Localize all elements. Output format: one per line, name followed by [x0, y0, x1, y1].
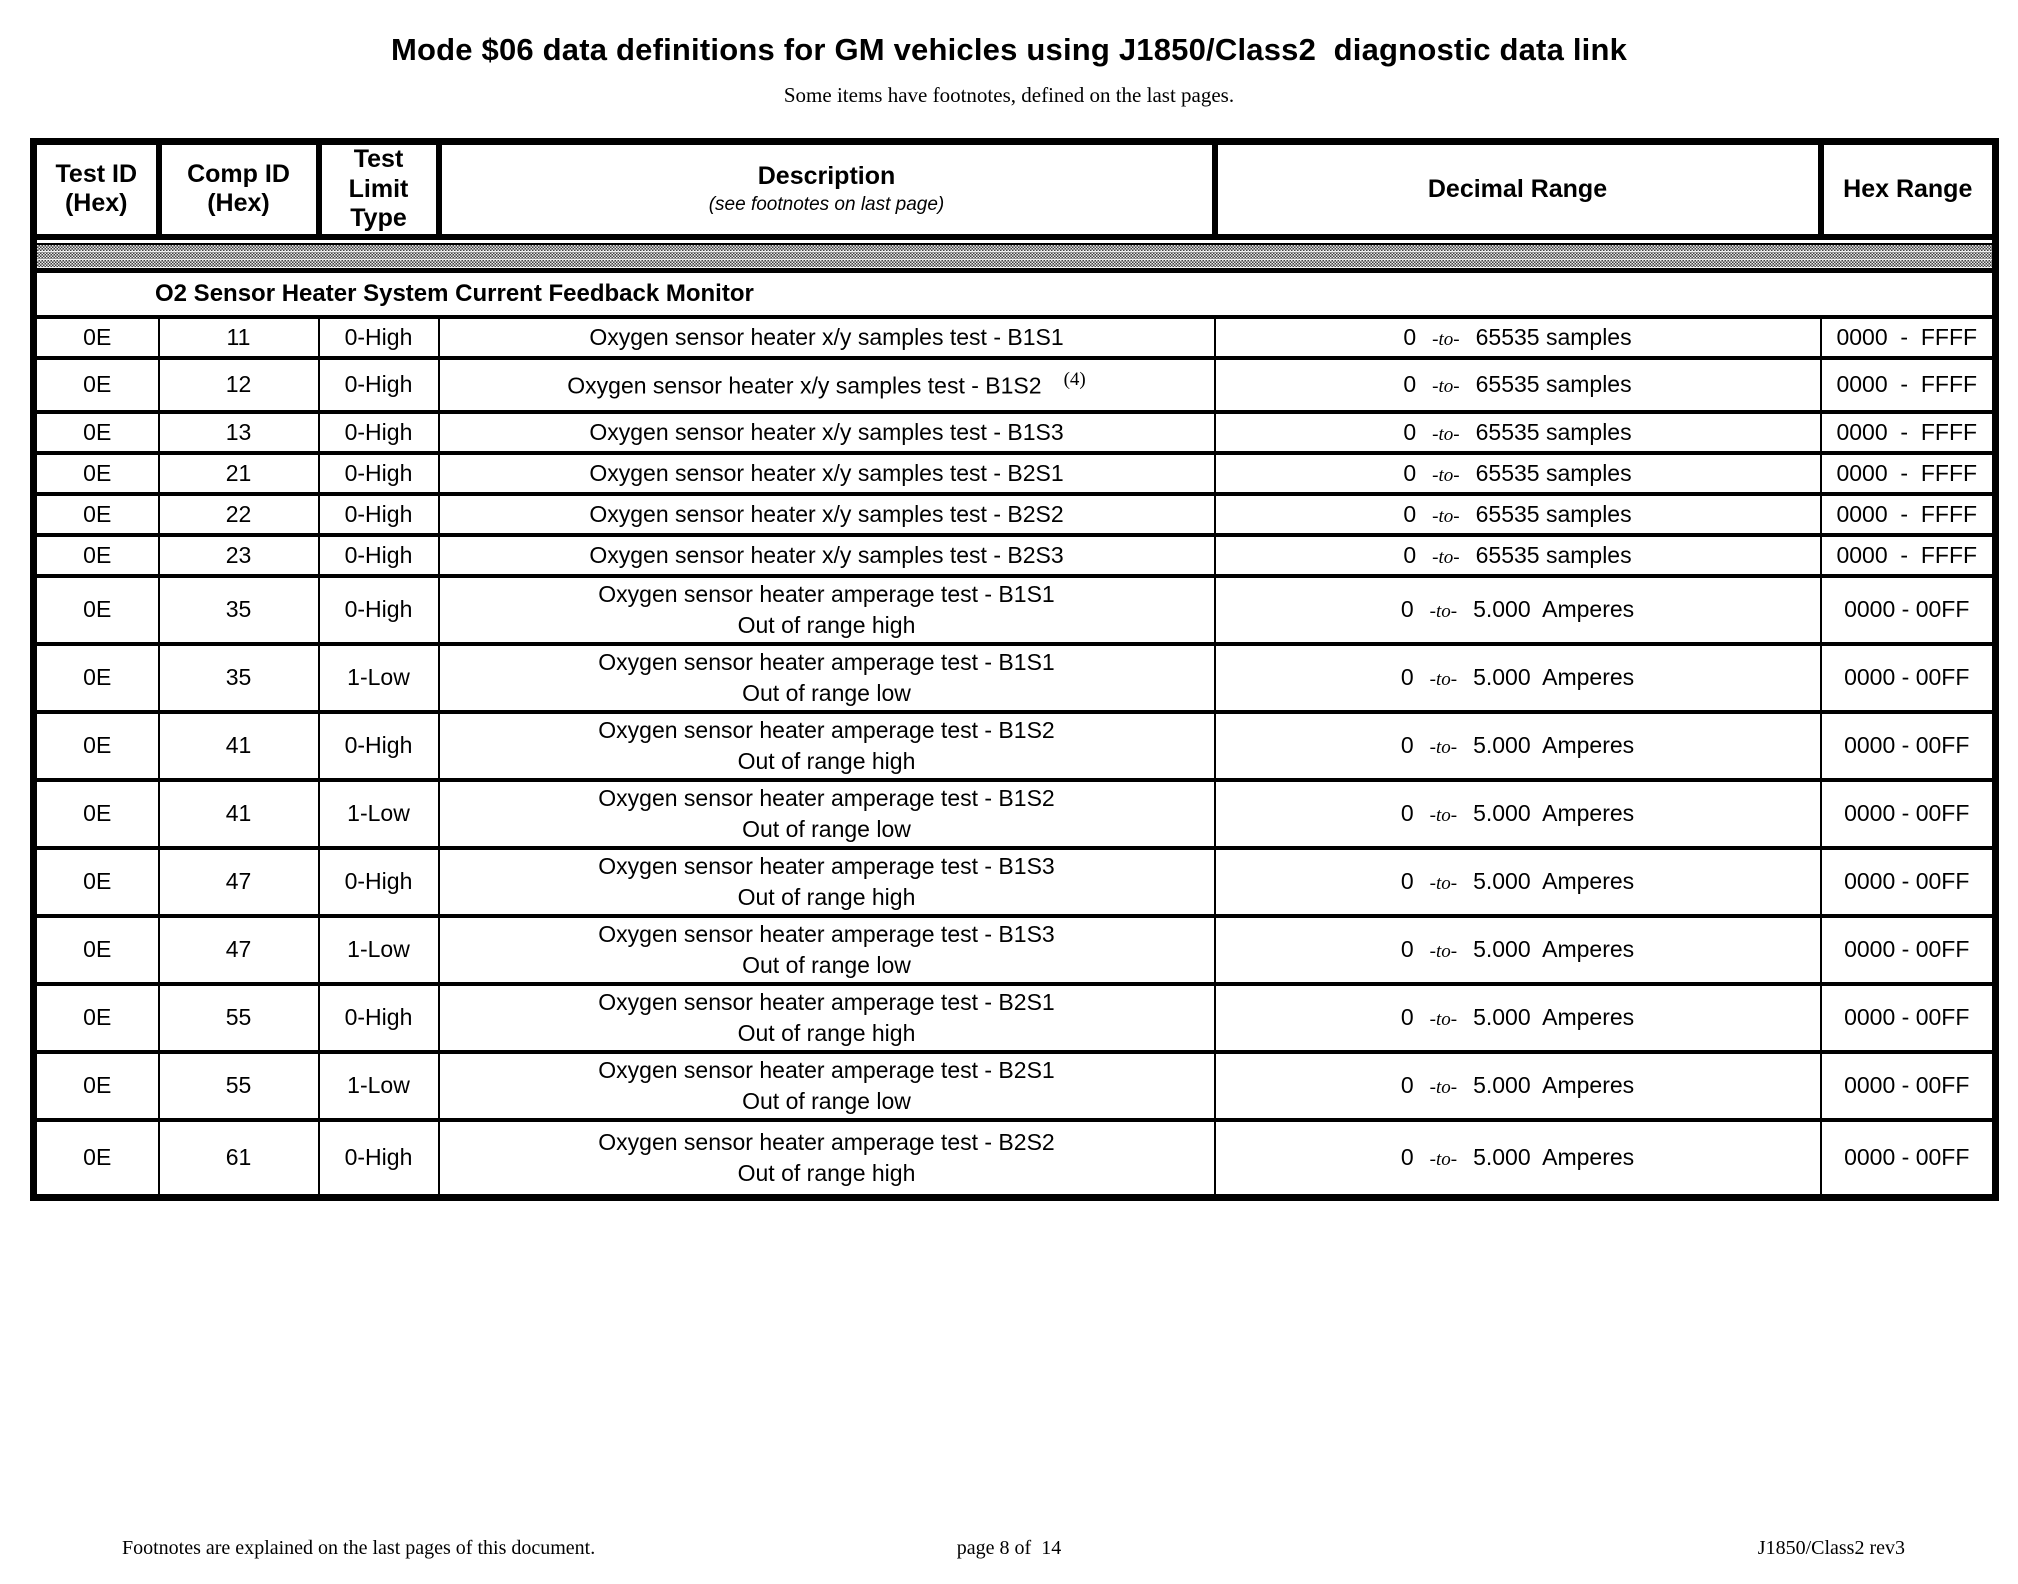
description-text-line2: Out of range high — [737, 1159, 916, 1186]
cell-description — [439, 1120, 1215, 1198]
footer-footnotes-note: Footnotes are explained on the last pages of this document. — [122, 1537, 596, 1559]
cell-hex-range: 0000 - 00FF — [1821, 1052, 1996, 1120]
decimal-min: 0 — [1400, 732, 1414, 758]
cell-decimal-range — [1215, 644, 1821, 712]
cell-hex-range: 0000 - 00FF — [1821, 916, 1996, 984]
column-header-test-id — [34, 142, 159, 237]
table-row — [34, 1120, 1996, 1198]
column-header-description — [439, 142, 1215, 237]
table-row — [34, 453, 1996, 494]
description-text-line2: Out of range low — [742, 679, 911, 706]
cell-comp-id: 12 — [159, 358, 319, 412]
cell-limit-type: 0-High — [319, 412, 439, 453]
decimal-min: 0 — [1403, 459, 1417, 486]
column-header-label: Type — [350, 204, 407, 232]
description-text: Oxygen sensor heater x/y samples test - B2S3 — [589, 541, 1064, 568]
decimal-value: 5.000 Amperes — [1473, 732, 1635, 758]
cell-hex-range: 0000 - FFFF — [1821, 358, 1996, 412]
to-separator: -to- — [1432, 546, 1460, 568]
cell-comp-id: 35 — [159, 576, 319, 644]
description-text: Oxygen sensor heater amperage test - B1S1 — [598, 581, 1055, 608]
decimal-value: 65535 samples — [1475, 323, 1632, 350]
decimal-value: 5.000 Amperes — [1473, 1072, 1635, 1098]
to-separator: -to- — [1429, 1009, 1458, 1030]
cell-test-id: 0E — [34, 535, 159, 576]
to-separator: -to- — [1432, 423, 1460, 445]
column-header-label: Decimal Range — [1427, 174, 1608, 203]
description-text: Oxygen sensor heater amperage test - B1S2 — [598, 785, 1055, 812]
decimal-min: 0 — [1403, 541, 1417, 568]
cell-test-id: 0E — [34, 576, 159, 644]
cell-comp-id: 35 — [159, 644, 319, 712]
column-header-label: Test — [353, 145, 404, 173]
table-row — [34, 848, 1996, 916]
cell-decimal-range — [1215, 916, 1821, 984]
description-text: Oxygen sensor heater amperage test - B2S2 — [598, 1129, 1055, 1156]
cell-decimal-range — [1215, 984, 1821, 1052]
cell-description — [439, 317, 1215, 358]
hatched-separator — [34, 237, 1996, 271]
cell-test-id: 0E — [34, 1120, 159, 1198]
cell-limit-type: 0-High — [319, 848, 439, 916]
cell-description — [439, 984, 1215, 1052]
decimal-min: 0 — [1403, 323, 1417, 350]
description-text: Oxygen sensor heater amperage test - B1S3 — [598, 921, 1055, 948]
to-separator: -to- — [1432, 505, 1460, 527]
to-separator: -to- — [1429, 1077, 1458, 1098]
description-text: Oxygen sensor heater amperage test - B2S1 — [598, 1057, 1055, 1084]
cell-hex-range: 0000 - 00FF — [1821, 712, 1996, 780]
table-row — [34, 984, 1996, 1052]
cell-description — [439, 494, 1215, 535]
decimal-value: 65535 samples — [1475, 418, 1632, 445]
cell-decimal-range — [1215, 535, 1821, 576]
cell-test-id: 0E — [34, 644, 159, 712]
cell-comp-id: 47 — [159, 916, 319, 984]
description-text-line2: Out of range high — [737, 747, 916, 774]
column-header-note: (see footnotes on last page) — [708, 194, 945, 216]
to-separator: -to- — [1429, 805, 1458, 826]
decimal-value: 5.000 Amperes — [1473, 664, 1635, 690]
description-text: Oxygen sensor heater amperage test - B1S1 — [598, 649, 1055, 676]
cell-decimal-range — [1215, 453, 1821, 494]
cell-decimal-range — [1215, 576, 1821, 644]
description-text: Oxygen sensor heater amperage test - B1S2 — [598, 717, 1055, 744]
cell-limit-type: 0-High — [319, 317, 439, 358]
cell-comp-id: 22 — [159, 494, 319, 535]
to-separator: -to- — [1429, 601, 1458, 622]
cell-test-id: 0E — [34, 1052, 159, 1120]
decimal-value: 65535 samples — [1475, 371, 1632, 397]
footer-doc-revision: J1850/Class2 rev3 — [1757, 1537, 1905, 1559]
table-row — [34, 780, 1996, 848]
section-header-row — [34, 270, 1996, 317]
decimal-min: 0 — [1400, 664, 1414, 690]
decimal-min: 0 — [1400, 596, 1414, 622]
decimal-min: 0 — [1400, 1072, 1414, 1098]
cell-test-id: 0E — [34, 453, 159, 494]
cell-description — [439, 412, 1215, 453]
cell-hex-range: 0000 - 00FF — [1821, 644, 1996, 712]
cell-comp-id: 23 — [159, 535, 319, 576]
description-text-line2: Out of range low — [742, 951, 911, 978]
decimal-min: 0 — [1400, 868, 1414, 894]
data-table — [30, 138, 1999, 1201]
table-row — [34, 576, 1996, 644]
cell-limit-type: 0-High — [319, 358, 439, 412]
description-text-line2: Out of range low — [742, 1087, 911, 1114]
column-header-comp-id — [159, 142, 319, 237]
table-row — [34, 535, 1996, 576]
cell-limit-type: 0-High — [319, 712, 439, 780]
cell-test-id: 0E — [34, 412, 159, 453]
cell-description — [439, 712, 1215, 780]
table-row — [34, 317, 1996, 358]
cell-hex-range: 0000 - FFFF — [1821, 453, 1996, 494]
description-text-line2: Out of range high — [737, 611, 916, 638]
description-text: Oxygen sensor heater x/y samples test - B1S1 — [589, 323, 1064, 350]
cell-description — [439, 848, 1215, 916]
decimal-value: 5.000 Amperes — [1473, 936, 1635, 962]
cell-test-id: 0E — [34, 494, 159, 535]
cell-test-id: 0E — [34, 916, 159, 984]
cell-comp-id: 55 — [159, 1052, 319, 1120]
decimal-min: 0 — [1400, 1004, 1414, 1030]
cell-limit-type: 1-Low — [319, 780, 439, 848]
column-header-label: Hex Range — [1843, 174, 1973, 203]
decimal-value: 5.000 Amperes — [1473, 596, 1635, 622]
table-row — [34, 1052, 1996, 1120]
cell-hex-range: 0000 - 00FF — [1821, 576, 1996, 644]
column-header-label: Limit — [348, 174, 409, 203]
cell-limit-type: 0-High — [319, 1120, 439, 1198]
cell-description — [439, 780, 1215, 848]
table-row — [34, 358, 1996, 412]
cell-limit-type: 0-High — [319, 453, 439, 494]
cell-test-id: 0E — [34, 712, 159, 780]
decimal-value: 65535 samples — [1475, 541, 1632, 568]
cell-comp-id: 21 — [159, 453, 319, 494]
cell-decimal-range — [1215, 494, 1821, 535]
cell-decimal-range — [1215, 1120, 1821, 1198]
cell-decimal-range — [1215, 712, 1821, 780]
cell-limit-type: 0-High — [319, 535, 439, 576]
cell-limit-type: 0-High — [319, 984, 439, 1052]
to-separator: -to- — [1429, 941, 1458, 962]
cell-limit-type: 1-Low — [319, 916, 439, 984]
to-separator: -to- — [1432, 464, 1460, 486]
cell-comp-id: 41 — [159, 712, 319, 780]
description-text: Oxygen sensor heater amperage test - B2S1 — [598, 989, 1055, 1016]
cell-decimal-range — [1215, 1052, 1821, 1120]
cell-comp-id: 61 — [159, 1120, 319, 1198]
to-separator: -to- — [1432, 376, 1460, 397]
table-header-row — [34, 142, 1996, 237]
cell-decimal-range — [1215, 848, 1821, 916]
cell-limit-type: 1-Low — [319, 1052, 439, 1120]
page-subtitle: Some items have footnotes, defined on the last pages. — [783, 83, 1235, 107]
cell-test-id: 0E — [34, 780, 159, 848]
cell-description — [439, 535, 1215, 576]
decimal-min: 0 — [1403, 418, 1417, 445]
separator-row — [34, 237, 1996, 271]
column-header-label: Test ID — [55, 159, 137, 188]
table-row — [34, 494, 1996, 535]
cell-description — [439, 453, 1215, 494]
description-text: Oxygen sensor heater x/y samples test - B1S3 — [589, 418, 1064, 445]
footer-page-number: page 8 of 14 — [956, 1537, 1062, 1559]
description-text-line2: Out of range high — [737, 1019, 916, 1046]
cell-comp-id: 55 — [159, 984, 319, 1052]
cell-description — [439, 916, 1215, 984]
description-text: Oxygen sensor heater amperage test - B1S3 — [598, 853, 1055, 880]
cell-limit-type: 0-High — [319, 494, 439, 535]
cell-comp-id: 13 — [159, 412, 319, 453]
decimal-value: 5.000 Amperes — [1473, 1144, 1635, 1170]
table-row — [34, 712, 1996, 780]
to-separator: -to- — [1429, 669, 1458, 690]
cell-decimal-range — [1215, 412, 1821, 453]
column-header-label: (Hex) — [64, 189, 128, 218]
cell-comp-id: 47 — [159, 848, 319, 916]
cell-test-id: 0E — [34, 358, 159, 412]
cell-test-id: 0E — [34, 848, 159, 916]
cell-decimal-range — [1215, 780, 1821, 848]
cell-comp-id: 41 — [159, 780, 319, 848]
cell-hex-range: 0000 - FFFF — [1821, 494, 1996, 535]
cell-hex-range: 0000 - 00FF — [1821, 984, 1996, 1052]
table-row — [34, 412, 1996, 453]
cell-test-id: 0E — [34, 984, 159, 1052]
cell-hex-range: 0000 - FFFF — [1821, 412, 1996, 453]
column-header-label: (Hex) — [207, 189, 270, 218]
description-text-line2: Out of range high — [737, 883, 916, 910]
cell-description — [439, 1052, 1215, 1120]
decimal-min: 0 — [1400, 800, 1414, 826]
cell-hex-range: 0000 - FFFF — [1821, 317, 1996, 358]
to-separator: -to- — [1429, 1149, 1458, 1170]
decimal-min: 0 — [1403, 371, 1417, 397]
decimal-min: 0 — [1403, 500, 1417, 527]
cell-description — [439, 358, 1215, 412]
footnote-ref: (4) — [1063, 369, 1086, 391]
decimal-value: 5.000 Amperes — [1473, 800, 1635, 826]
cell-limit-type: 0-High — [319, 576, 439, 644]
description-text: Oxygen sensor heater x/y samples test - B1S2 — [567, 373, 1042, 400]
column-header-label: Description — [757, 161, 896, 190]
cell-decimal-range — [1215, 358, 1821, 412]
section-header: O2 Sensor Heater System Current Feedback Monitor — [34, 270, 1996, 317]
cell-comp-id: 11 — [159, 317, 319, 358]
description-text-line2: Out of range low — [742, 815, 911, 842]
decimal-value: 65535 samples — [1475, 500, 1632, 527]
cell-hex-range: 0000 - 00FF — [1821, 780, 1996, 848]
column-header-test-limit-type — [319, 142, 439, 237]
to-separator: -to- — [1429, 737, 1458, 758]
cell-description — [439, 576, 1215, 644]
decimal-min: 0 — [1400, 1144, 1414, 1170]
page-title: Mode $06 data definitions for GM vehicles using J1850/Class2 diagnostic data link — [390, 32, 1628, 67]
cell-limit-type: 1-Low — [319, 644, 439, 712]
cell-decimal-range — [1215, 317, 1821, 358]
decimal-min: 0 — [1400, 936, 1414, 962]
cell-hex-range: 0000 - 00FF — [1821, 1120, 1996, 1198]
cell-test-id: 0E — [34, 317, 159, 358]
description-text: Oxygen sensor heater x/y samples test - B2S2 — [589, 500, 1064, 527]
table-row — [34, 916, 1996, 984]
column-header-label: Comp ID — [187, 159, 290, 188]
table-row — [34, 644, 1996, 712]
decimal-value: 5.000 Amperes — [1473, 1004, 1635, 1030]
cell-hex-range: 0000 - FFFF — [1821, 535, 1996, 576]
decimal-value: 5.000 Amperes — [1473, 868, 1635, 894]
to-separator: -to- — [1432, 328, 1460, 350]
column-header-hex-range — [1821, 142, 1996, 237]
to-separator: -to- — [1429, 873, 1458, 894]
cell-description — [439, 644, 1215, 712]
column-header-decimal-range — [1215, 142, 1821, 237]
cell-hex-range: 0000 - 00FF — [1821, 848, 1996, 916]
decimal-value: 65535 samples — [1475, 459, 1632, 486]
hatch-pattern — [37, 245, 1992, 268]
description-text: Oxygen sensor heater x/y samples test - B2S1 — [589, 459, 1064, 486]
